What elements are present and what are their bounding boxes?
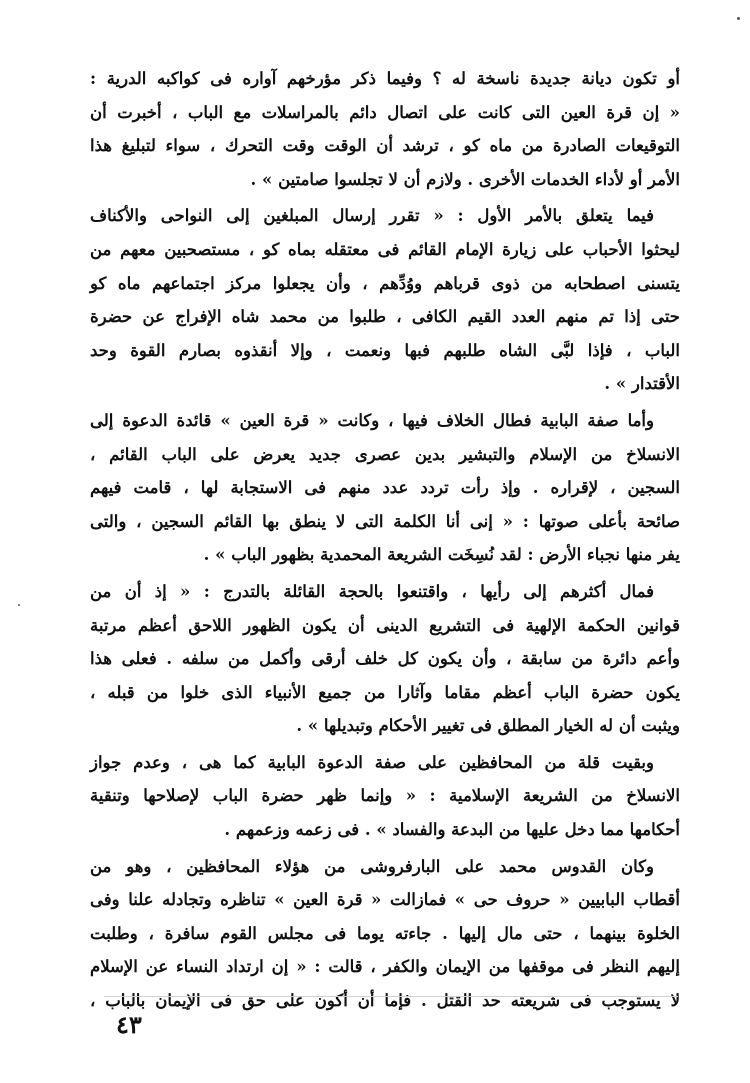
page-body	[90, 62, 680, 1021]
text-line: وأما صفة البابية فطال الخلاف فيها ، وكانت « قرة العين » قائدة الدعوة إلى	[90, 410, 654, 430]
page-number: ٤٣	[116, 1010, 142, 1039]
text-line: ويثبت أن له الخيار المطلق فى تغيير الأحكام وتبديلها » .	[296, 716, 680, 736]
text-line: الباب ، فإذا لبَّى الشاه طلبهم فبها ونعمت ، وإلا أنقذوه بصارم القوة وحد	[90, 340, 680, 360]
text-line: فيما يتعلق بالأمر الأول : « تقرر إرسال المبلغين إلى النواحى والأكناف	[90, 206, 654, 226]
scan-speck	[737, 17, 740, 20]
text-line: وبقيت قلة من المحافظين على صفة الدعوة البابية كما هى ، وعدم جواز	[90, 752, 654, 772]
scan-speck	[18, 604, 20, 606]
paragraph	[90, 575, 680, 743]
text-line: أحكامها مما دخل عليها من البدعة والفساد » . فى زعمه وزعمهم .	[224, 820, 680, 840]
text-line: يكون حضرة الباب أعظم مقاما وآثارا من جميع الأنبياء الذى خلوا من قبله ،	[90, 682, 680, 702]
text-line: صائحة بأعلى صوتها : « إنى أنا الكلمة التى لا ينطق بها القائم السجين ، والتى	[90, 511, 680, 531]
text-line: التوقيعات الصادرة من ماه كو ، ترشد أن الوقت وقت التحرك ، سواء لتبليغ هذا	[90, 136, 680, 156]
paragraph	[90, 199, 680, 401]
text-line: الانسلاخ من الشريعة الإسلامية : « وإنما ظهر حضرة الباب لإصلاحها وتنقية	[90, 786, 680, 806]
text-line: أو تكون ديانة جديدة ناسخة له ؟ وفيما ذكر مؤرخهم آواره فى كواكبه الدرية :	[90, 69, 680, 88]
text-line: يتسنى اصطحابه من ذوى قرباهم ووُدِّهم ، وأن يجعلوا مركز اجتماعهم ماه كو	[90, 273, 680, 293]
text-line: قوانين الحكمة الإلهية فى التشريع الدينى أن يكون الظهور اللاحق أعظم مرتبة	[90, 615, 680, 635]
text-line: الأمر أو لأداء الخدمات الأخرى . ولازم أن لا تجلسوا صامتين » .	[250, 169, 680, 189]
text-line: الأقتدار » .	[604, 374, 680, 394]
paragraph	[90, 850, 680, 1018]
paragraph	[90, 746, 680, 847]
text-line: ليحثوا الأحباب على زيارة الإمام القائم فى معتقله بماه كو ، مستصحبين معهم من	[90, 239, 680, 259]
text-line: الخلوة بينهما ، حتى مال إليها . جاءته يوما فى مجلس القوم سافرة ، وطلبت	[90, 923, 680, 943]
paragraph	[90, 62, 680, 196]
text-line: « إن قرة العين التى كانت على اتصال دائم بالمراسلات مع الباب ، أخبرت أن	[90, 102, 680, 122]
text-line: حتى إذا تم منهم العدد القيم الكافى ، طلبوا من محمد شاه الإفراج عن حضرة	[90, 307, 680, 327]
text-line: فمال أكثرهم إلى رأيها ، واقتنعوا بالحجة القائلة بالتدرج : « إذ أن من	[90, 581, 654, 601]
footer-rule	[104, 996, 678, 997]
text-line: وكان القدوس محمد على البارفروشى من هؤلاء المحافظين ، وهو من	[90, 856, 654, 876]
text-line: لا يستوجب فى شريعته حد القتل . فإما أن أكون على حق فى الإيمان بالباب ،	[90, 991, 680, 1011]
text-line: إليهم النظر فى موقفها من الإيمان والكفر ، قالت : « إن ارتداد النساء عن الإسلام	[90, 957, 680, 977]
paragraph	[90, 404, 680, 572]
text-line: وأعم دائرة من سابقة ، وأن يكون كل خلف أرقى وأكمل من سلفه . فعلى هذا	[90, 649, 680, 669]
text-line: الانسلاخ من الإسلام والتبشير بدين عصرى جديد يعرض على الباب القائم ،	[90, 444, 680, 464]
text-line: السجين ، لإقراره . وإذ رأت تردد عدد منهم فى الاستجابة لها ، قامت فيهم	[90, 478, 680, 498]
text-line: يفر منها نجباء الأرض : لقد نُسِخَت الشريعة المحمدية بظهور الباب » .	[203, 545, 680, 565]
text-line: أقطاب البابيين « حروف حى » فمازالت « قرة العين » تناظره وتجادله علنا وفى	[90, 890, 680, 910]
